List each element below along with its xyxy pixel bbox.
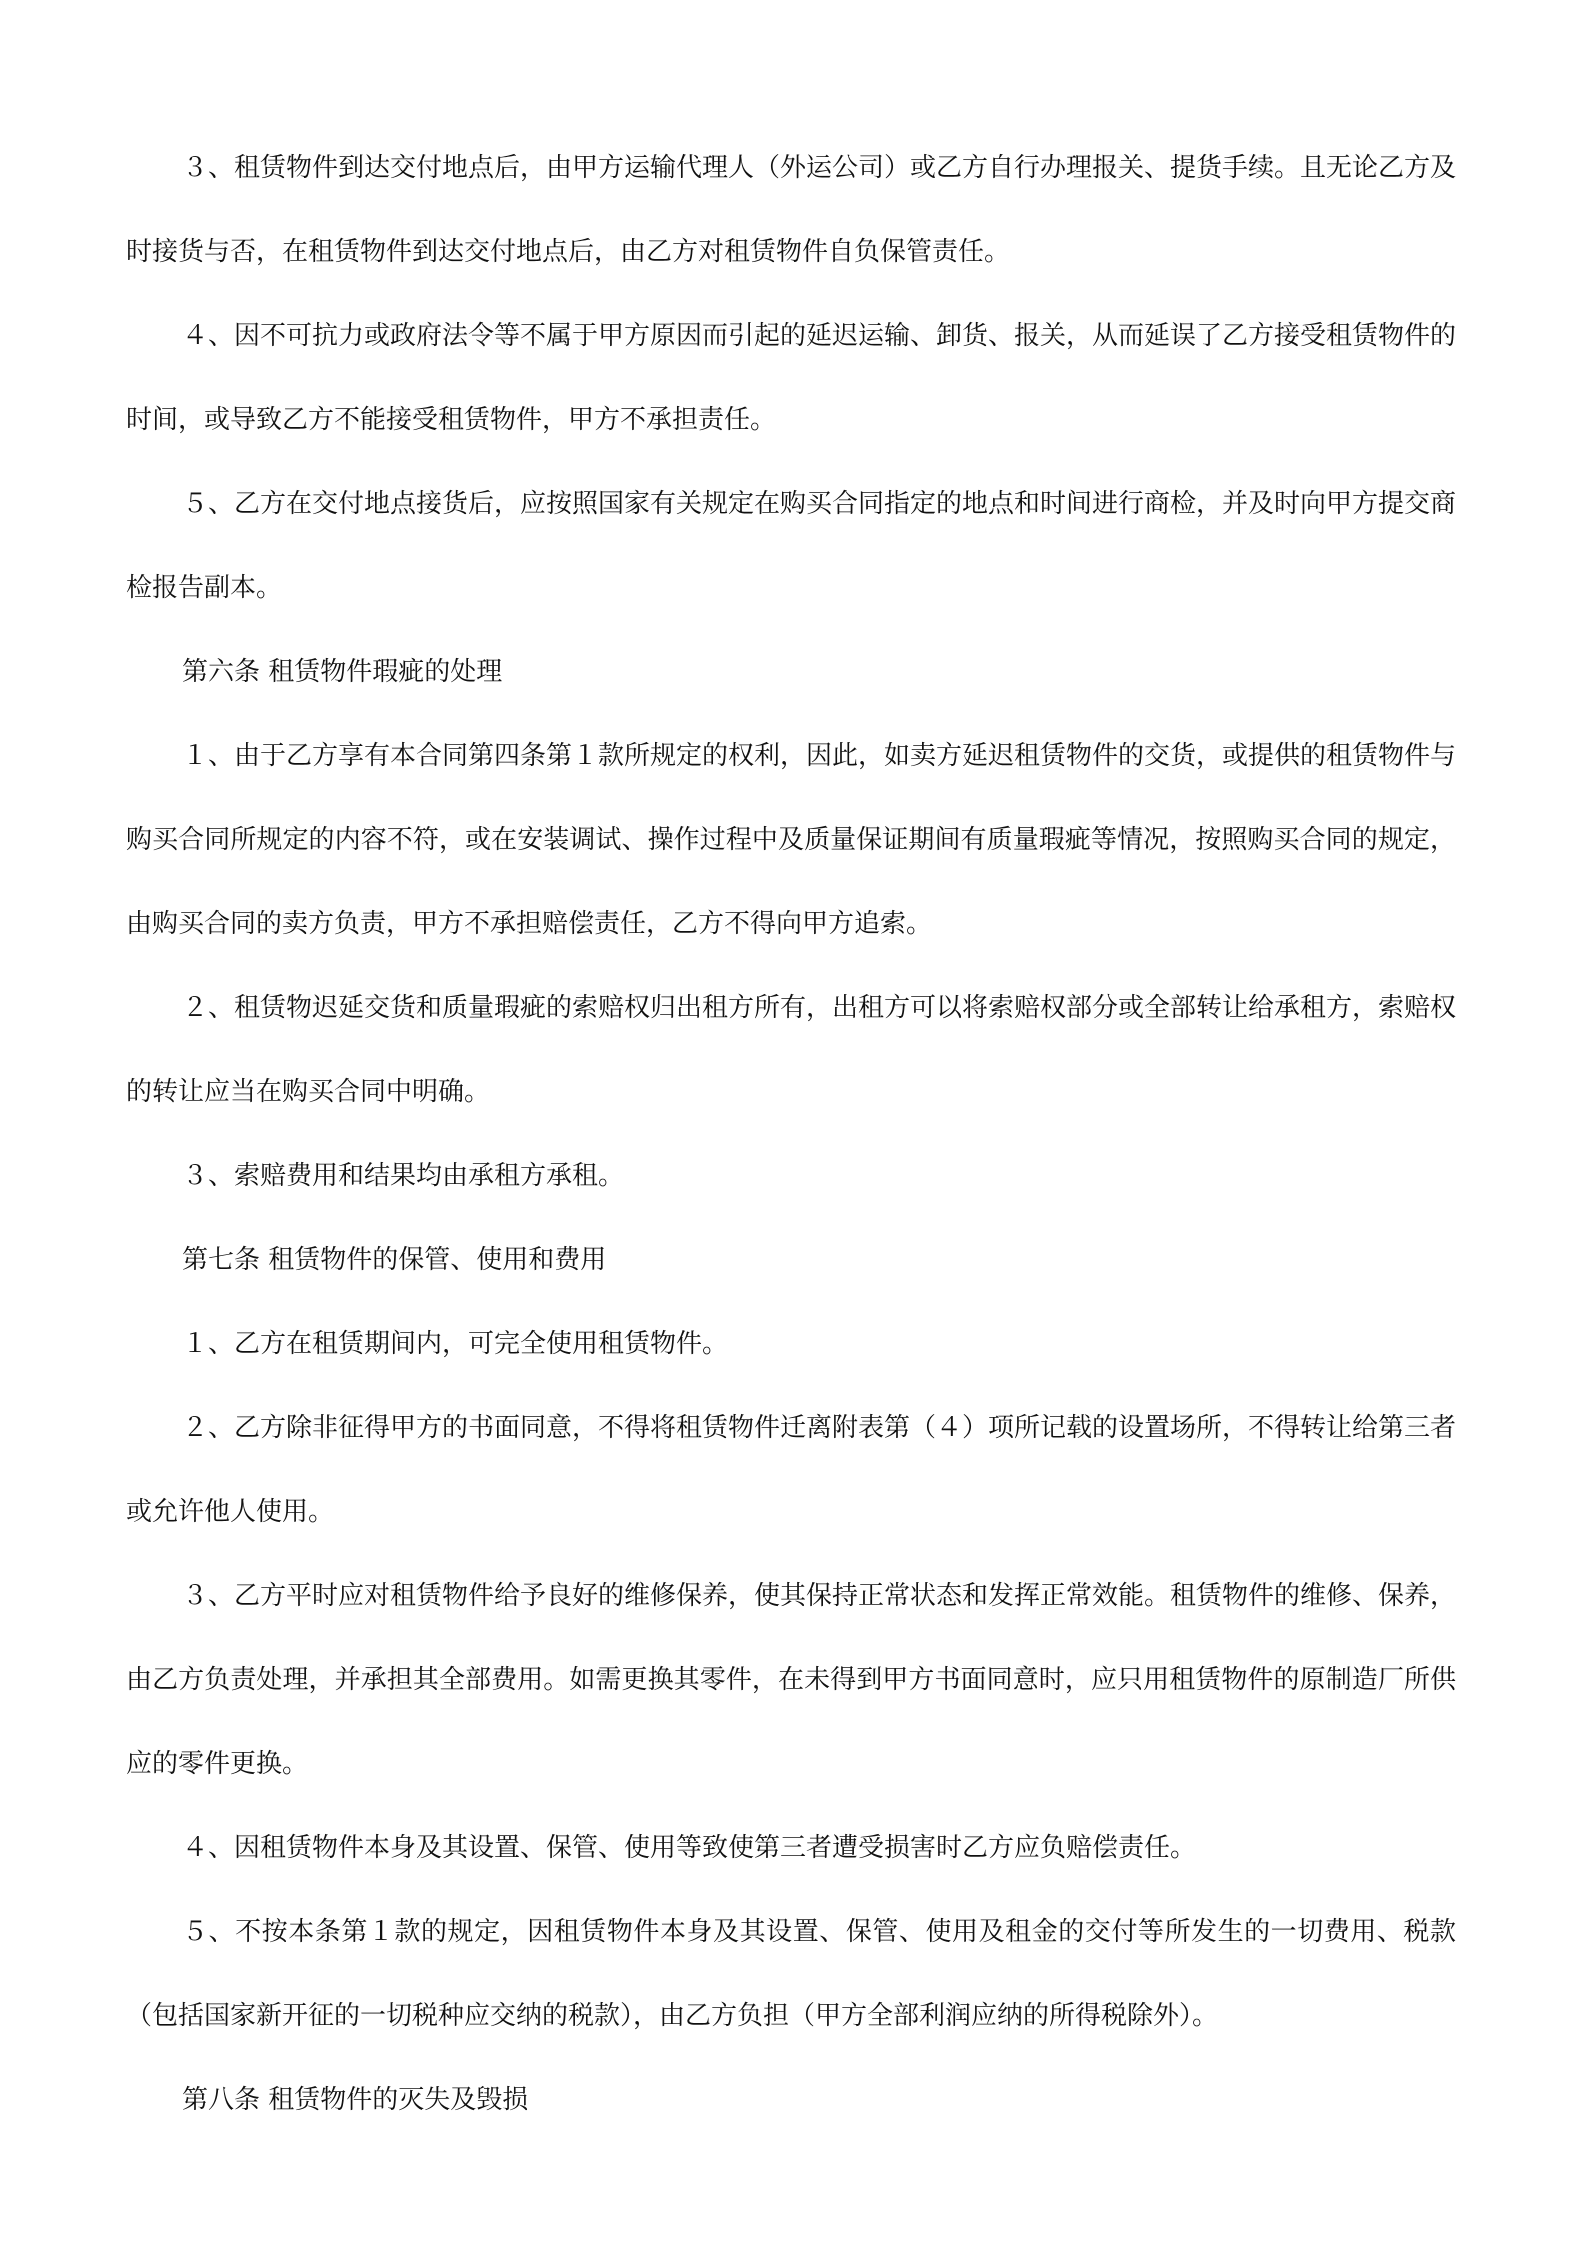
clause-7-item-3: ３、乙方平时应对租赁物件给予良好的维修保养，使其保持正常状态和发挥正常效能。租赁物件的维修、保养，由乙方负责处理，并承担其全部费用。如需更换其零件，在未得到甲方书面同意时，应只用租赁物件的原制造厂所供应的零件更换。 [126, 1581, 1457, 1779]
clause-7-item-4: ４、因租赁物件本身及其设置、保管、使用等致使第三者遭受损害时乙方应负赔偿责任。 [182, 1833, 1197, 1863]
clause-7-item-5: ５、不按本条第１款的规定，因租赁物件本身及其设置、保管、使用及租金的交付等所发生的一切费用、税款（包括国家新开征的一切税种应交纳的税款），由乙方负担（甲方全部利润应纳的所得税除外）。 [126, 1917, 1456, 2031]
document-body [126, 126, 1456, 2142]
clause-6-item-2: ２、租赁物迟延交货和质量瑕疵的索赔权归出租方所有，出租方可以将索赔权部分或全部转让给承租方，索赔权的转让应当在购买合同中明确。 [126, 993, 1457, 1107]
clause-6-item-1: １、由于乙方享有本合同第四条第１款所规定的权利，因此，如卖方延迟租赁物件的交货，或提供的租赁物件与购买合同所规定的内容不符，或在安装调试、操作过程中及质量保证期间有质量瑕疵等情况，按照购买合同的规定，由购买合同的卖方负责，甲方不承担赔偿责任，乙方不得向甲方追索。 [126, 741, 1457, 939]
clause-6-item-3: ３、索赔费用和结果均由承租方承租。 [182, 1161, 625, 1191]
article-6-heading: 第六条 租赁物件瑕疵的处理 [182, 657, 503, 687]
article-7-heading: 第七条 租赁物件的保管、使用和费用 [182, 1245, 607, 1275]
clause-5-item-3: ３、租赁物件到达交付地点后，由甲方运输代理人（外运公司）或乙方自行办理报关、提货手续。且无论乙方及时接货与否，在租赁物件到达交付地点后，由乙方对租赁物件自负保管责任。 [126, 153, 1457, 267]
clause-5-item-4: ４、因不可抗力或政府法令等不属于甲方原因而引起的延迟运输、卸货、报关，从而延误了乙方接受租赁物件的时间，或导致乙方不能接受租赁物件，甲方不承担责任。 [126, 321, 1457, 435]
article-8-heading: 第八条 租赁物件的灭失及毁损 [182, 2085, 529, 2115]
clause-7-item-1: １、乙方在租赁期间内，可完全使用租赁物件。 [182, 1329, 729, 1359]
clause-7-item-2: ２、乙方除非征得甲方的书面同意，不得将租赁物件迁离附表第（４）项所记载的设置场所，不得转让给第三者或允许他人使用。 [126, 1413, 1457, 1527]
clause-5-item-5: ５、乙方在交付地点接货后，应按照国家有关规定在购买合同指定的地点和时间进行商检，并及时向甲方提交商检报告副本。 [126, 489, 1457, 603]
